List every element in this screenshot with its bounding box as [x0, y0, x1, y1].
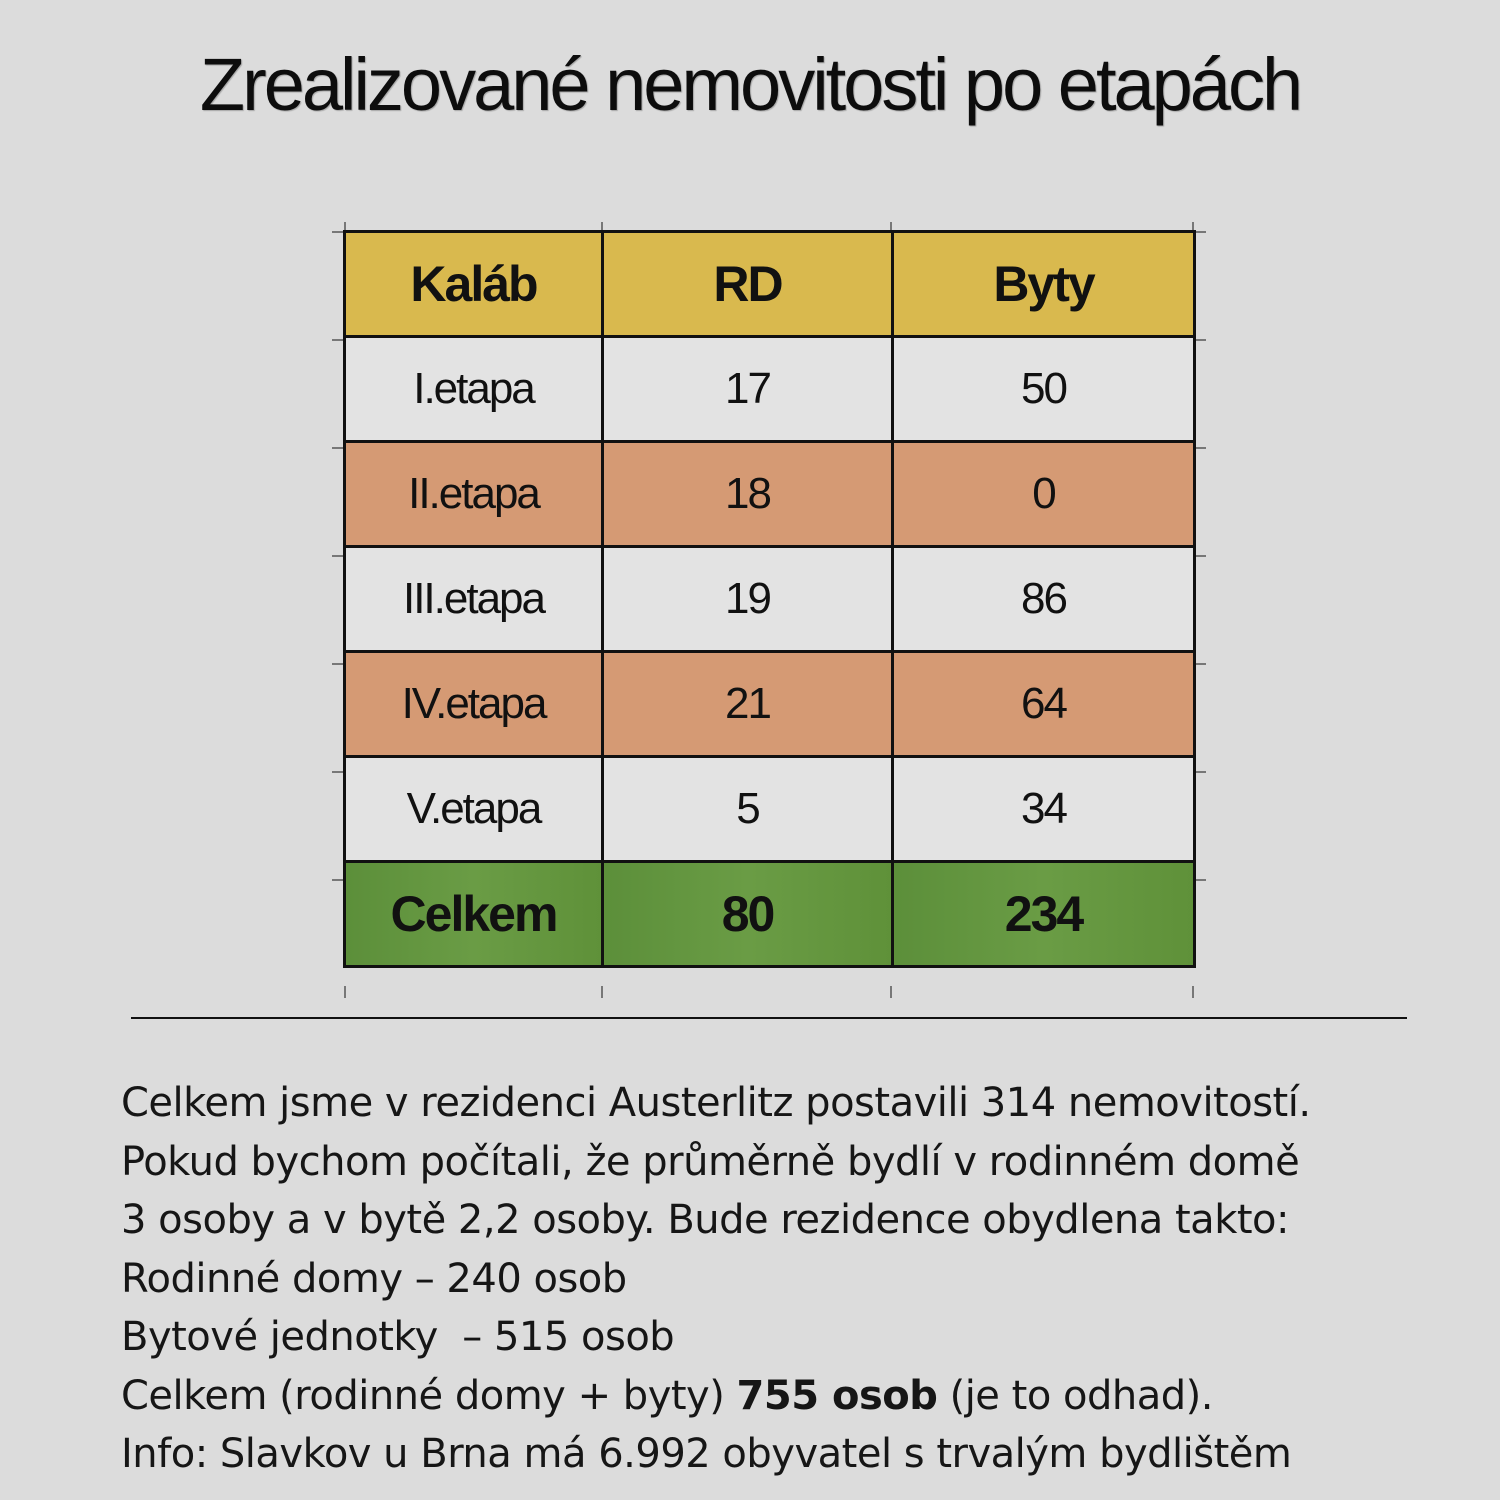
- table-row: [345, 652, 1195, 757]
- table-row: [345, 547, 1195, 652]
- row-rd: 21: [603, 652, 893, 757]
- row-byty: 0: [893, 442, 1195, 547]
- summary-text: [121, 1074, 1481, 1484]
- row-label: III.etapa: [345, 547, 603, 652]
- summary-line-4: Rodinné domy – 240 osob: [121, 1255, 627, 1302]
- row-label: IV.etapa: [345, 652, 603, 757]
- table-row: [345, 442, 1195, 547]
- summary-line-3: 3 osoby a v bytě 2,2 osoby. Bude rezidence obydlena takto:: [121, 1197, 1289, 1243]
- etapy-table-container: [343, 230, 1193, 968]
- row-rd: 18: [603, 442, 893, 547]
- row-label: II.etapa: [345, 442, 603, 547]
- row-rd: 19: [603, 547, 893, 652]
- summary-line-6-bold: 755 osob: [736, 1372, 938, 1419]
- row-rd: 5: [603, 757, 893, 862]
- total-byty: 234: [893, 862, 1195, 967]
- summary-line-5-text: Bytové jednotky – 515 osob: [121, 1314, 675, 1360]
- row-byty: 50: [893, 337, 1195, 442]
- summary-line-5: [121, 1308, 1481, 1367]
- row-byty: 34: [893, 757, 1195, 862]
- page-title: Zrealizované nemovitosti po etapách: [199, 43, 1301, 126]
- summary-line-1: Celkem jsme v rezidenci Austerlitz postavili 314 nemovitostí.: [121, 1080, 1311, 1126]
- header-kalab: Kaláb: [345, 232, 603, 337]
- row-rd: 17: [603, 337, 893, 442]
- row-label: V.etapa: [345, 757, 603, 862]
- row-byty: 64: [893, 652, 1195, 757]
- table-header-row: [345, 232, 1195, 337]
- summary-line-6-post: (je to odhad).: [937, 1372, 1213, 1419]
- summary-line-7: Info: Slavkov u Brna má 6.992 obyvatel s trvalým bydlištěm: [121, 1431, 1292, 1477]
- row-label: I.etapa: [345, 337, 603, 442]
- summary-line-2: Pokud bychom počítali, že průměrně bydlí v rodinném domě: [121, 1138, 1300, 1185]
- etapy-table: [343, 230, 1196, 968]
- header-byty: Byty: [893, 232, 1195, 337]
- summary-line-6: [121, 1367, 1481, 1426]
- table-row: [345, 757, 1195, 862]
- table-total-row: [345, 862, 1195, 967]
- header-rd: RD: [603, 232, 893, 337]
- total-label: Celkem: [345, 862, 603, 967]
- horizontal-divider: [131, 1017, 1407, 1019]
- summary-line-6-pre: Celkem (rodinné domy + byty): [121, 1372, 737, 1419]
- total-rd: 80: [603, 862, 893, 967]
- table-row: [345, 337, 1195, 442]
- row-byty: 86: [893, 547, 1195, 652]
